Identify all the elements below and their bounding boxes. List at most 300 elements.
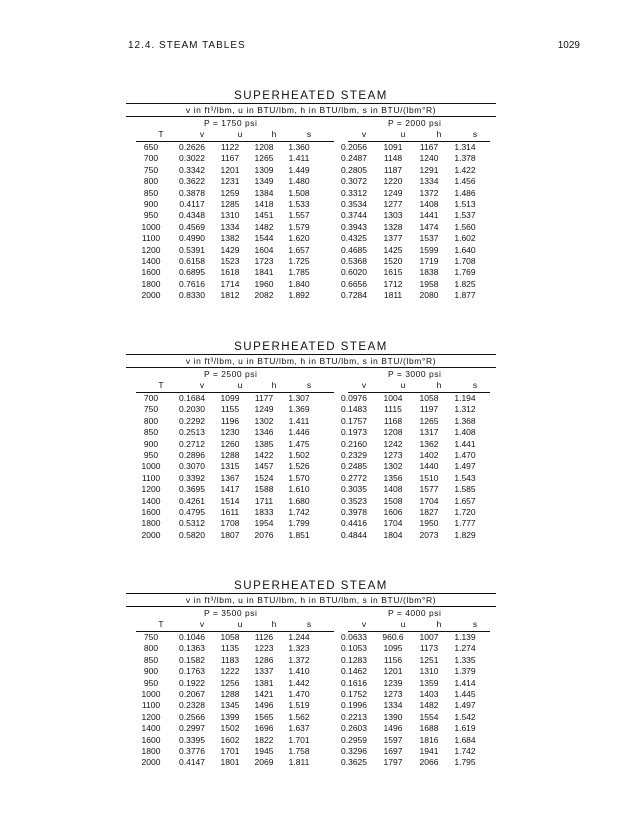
- column-header: v: [361, 129, 367, 139]
- table-cell: 1704: [419, 495, 439, 506]
- table-cell: 1425: [383, 244, 403, 255]
- table-cell: 950: [143, 210, 159, 221]
- table-cell: 900: [143, 666, 159, 677]
- table-units: v in ft³/lbm, u in BTU/lbm, h in BTU/lbm, s in BTU/(lbm°R): [126, 354, 496, 368]
- table-cell: 1440: [419, 461, 439, 472]
- table-cell: 1537: [419, 233, 439, 244]
- table-cell: 1954: [254, 518, 274, 529]
- table-cell: 1260: [220, 438, 240, 449]
- table-cell: 1408: [419, 198, 439, 209]
- table-cell: 1.829: [454, 529, 476, 540]
- table-cell: 1800: [141, 745, 161, 756]
- table-row: [126, 507, 496, 518]
- table-cell: 1812: [220, 290, 240, 301]
- table-row: [126, 723, 496, 734]
- table-row: [126, 188, 496, 199]
- table-cell: 1417: [220, 484, 240, 495]
- table-cell: 0.1752: [341, 688, 367, 699]
- table-cell: 1.335: [454, 654, 476, 665]
- pressure-left: P = 3500 psi: [204, 608, 258, 618]
- column-header: s: [306, 129, 312, 139]
- table-cell: 1474: [419, 221, 439, 232]
- table-body: [126, 393, 496, 541]
- table-cell: 1451: [254, 210, 274, 221]
- pressure-row: [126, 607, 496, 619]
- table-cell: 1.877: [454, 290, 476, 301]
- table-cell: 0.2292: [179, 415, 205, 426]
- table-row: [126, 176, 496, 187]
- table-cell: 1303: [383, 210, 403, 221]
- table-cell: 1833: [254, 506, 274, 517]
- table-cell: 1.811: [288, 757, 310, 768]
- table-cell: 1231: [220, 176, 240, 187]
- table-cell: 0.4261: [179, 495, 205, 506]
- table-cell: 0.5312: [179, 518, 205, 529]
- table-cell: 0.1996: [341, 700, 367, 711]
- table-cell: 0.2603: [341, 723, 367, 734]
- table-cell: 1346: [254, 427, 274, 438]
- table-cell: 1704: [383, 518, 403, 529]
- table-cell: 1302: [383, 461, 403, 472]
- table-cell: 950: [143, 449, 159, 460]
- table-cell: 1801: [220, 757, 240, 768]
- table-cell: 0.4685: [341, 244, 367, 255]
- table-cell: 1.446: [288, 427, 310, 438]
- table-cell: 0.1757: [341, 415, 367, 426]
- table-cell: 1604: [254, 244, 274, 255]
- table-cell: 0.2328: [179, 700, 205, 711]
- table-row: [126, 222, 496, 233]
- table-cell: 1240: [419, 153, 439, 164]
- table-cell: 0.3695: [179, 484, 205, 495]
- table-cell: 1.411: [288, 153, 310, 164]
- column-header: s: [472, 380, 478, 390]
- table-cell: 1359: [419, 677, 439, 688]
- table-cell: 1100: [141, 233, 161, 244]
- table-units: v in ft³/lbm, u in BTU/lbm, h in BTU/lbm, s in BTU/(lbm°R): [126, 103, 496, 117]
- table-row: [126, 416, 496, 427]
- table-cell: 1384: [254, 187, 274, 198]
- table-cell: 0.3392: [179, 472, 205, 483]
- table-cell: 1.579: [288, 221, 310, 232]
- table-cell: 1.502: [288, 449, 310, 460]
- table-cell: 1.526: [288, 461, 310, 472]
- table-title: SUPERHEATED STEAM: [234, 90, 388, 102]
- table-row: [126, 142, 496, 153]
- table-cell: 1249: [383, 187, 403, 198]
- table-cell: 1811: [383, 290, 403, 301]
- column-header: s: [472, 619, 478, 629]
- table-cell: 0.2487: [341, 153, 367, 164]
- table-cell: 1239: [383, 677, 403, 688]
- table-cell: 1.892: [288, 290, 310, 301]
- pressure-left: P = 2500 psi: [204, 369, 258, 379]
- table-cell: 1719: [419, 255, 439, 266]
- table-row: [126, 290, 496, 301]
- table-cell: 1196: [220, 415, 240, 426]
- column-header: h: [271, 380, 277, 390]
- table-cell: 1.410: [288, 666, 310, 677]
- table-cell: 1402: [419, 449, 439, 460]
- table-cell: 1.542: [454, 711, 476, 722]
- table-cell: 1.840: [288, 278, 310, 289]
- table-cell: 1328: [383, 221, 403, 232]
- table-cell: 1.557: [288, 210, 310, 221]
- table-cell: 0.4117: [179, 198, 205, 209]
- table-cell: 1.475: [288, 438, 310, 449]
- table-cell: 1.777: [454, 518, 476, 529]
- table-cell: 1000: [141, 461, 161, 472]
- table-cell: 0.3622: [179, 176, 205, 187]
- table-cell: 1.274: [454, 643, 476, 654]
- table-cell: 0.5391: [179, 244, 205, 255]
- table-cell: 1.851: [288, 529, 310, 540]
- table-cell: 0.6895: [179, 267, 205, 278]
- table-cell: 750: [143, 404, 159, 415]
- table-cell: 1200: [141, 244, 161, 255]
- table-cell: 0.2712: [179, 438, 205, 449]
- table-cell: 0.1053: [341, 643, 367, 654]
- table-cell: 1.470: [454, 449, 476, 460]
- table-cell: 1251: [419, 654, 439, 665]
- pressure-row: [126, 368, 496, 380]
- table-row: [126, 245, 496, 256]
- table-cell: 1.422: [454, 164, 476, 175]
- table-cell: 0.2997: [179, 723, 205, 734]
- table-row: [126, 256, 496, 267]
- table-row: [126, 210, 496, 221]
- table-cell: 2069: [254, 757, 274, 768]
- table-cell: 1.480: [288, 176, 310, 187]
- table-row: [126, 700, 496, 711]
- table-cell: 800: [143, 415, 159, 426]
- table-cell: 850: [143, 187, 159, 198]
- table-cell: 1.470: [288, 688, 310, 699]
- table-cell: 1457: [254, 461, 274, 472]
- table-cell: 750: [143, 632, 159, 642]
- table-cell: 1.486: [454, 187, 476, 198]
- table-cell: 1.379: [454, 666, 476, 677]
- table-cell: 2066: [419, 757, 439, 768]
- table-cell: 1565: [254, 711, 274, 722]
- table-cell: 0.2067: [179, 688, 205, 699]
- table-cell: 0.3035: [341, 484, 367, 495]
- table-cell: 0.1582: [179, 654, 205, 665]
- table-cell: 1400: [141, 495, 161, 506]
- table-cell: 1.378: [454, 153, 476, 164]
- table-cell: 1135: [220, 643, 240, 654]
- table-cell: 1230: [220, 427, 240, 438]
- table-row: [126, 484, 496, 495]
- table-cell: 1273: [383, 688, 403, 699]
- table-cell: 0.0633: [341, 632, 367, 642]
- table-cell: 1577: [419, 484, 439, 495]
- table-row: [126, 757, 496, 768]
- table-cell: 650: [143, 142, 159, 152]
- table-cell: 1945: [254, 745, 274, 756]
- column-header: T: [158, 380, 164, 390]
- table-cell: 0.3978: [341, 506, 367, 517]
- column-header: u: [400, 380, 406, 390]
- table-cell: 900: [143, 438, 159, 449]
- table-cell: 1.620: [288, 233, 310, 244]
- table-cell: 1588: [254, 484, 274, 495]
- table-cell: 1334: [419, 176, 439, 187]
- table-cell: 1.314: [454, 142, 476, 152]
- table-row: [126, 530, 496, 541]
- table-cell: 0.0976: [341, 393, 367, 403]
- column-header: v: [361, 619, 367, 629]
- table-cell: 1960: [254, 278, 274, 289]
- table-cell: 1807: [220, 529, 240, 540]
- table-cell: 1.637: [288, 723, 310, 734]
- table-cell: 0.3022: [179, 153, 205, 164]
- table-cell: 1.742: [288, 506, 310, 517]
- table-cell: 1208: [383, 427, 403, 438]
- table-cell: 0.3776: [179, 745, 205, 756]
- table-cell: 1.323: [288, 643, 310, 654]
- column-header-row: [136, 619, 490, 632]
- table-cell: 1418: [254, 198, 274, 209]
- table-body: [126, 142, 496, 301]
- table-row: [126, 199, 496, 210]
- table-cell: 0.3342: [179, 164, 205, 175]
- table-cell: 1.139: [454, 632, 476, 642]
- table-row: [126, 450, 496, 461]
- table-cell: 1496: [254, 700, 274, 711]
- table-cell: 1.307: [288, 393, 310, 403]
- table-cell: 1822: [254, 734, 274, 745]
- table-cell: 1288: [220, 688, 240, 699]
- table-cell: 0.3395: [179, 734, 205, 745]
- table-cell: 1309: [254, 164, 274, 175]
- table-title: SUPERHEATED STEAM: [234, 341, 388, 353]
- column-header: s: [306, 619, 312, 629]
- table-cell: 1058: [220, 632, 240, 642]
- header-rule-gap: [334, 129, 348, 142]
- table-cell: 1285: [220, 198, 240, 209]
- table-cell: 0.2160: [341, 438, 367, 449]
- table-cell: 1615: [383, 267, 403, 278]
- table-cell: 1390: [383, 711, 403, 722]
- table-cell: 0.3312: [341, 187, 367, 198]
- column-header-row: [136, 129, 490, 142]
- table-cell: 1.701: [288, 734, 310, 745]
- table-cell: 1168: [383, 415, 403, 426]
- table-cell: 0.4325: [341, 233, 367, 244]
- table-cell: 0.2959: [341, 734, 367, 745]
- steam-table-1: [126, 89, 496, 301]
- table-cell: 0.7616: [179, 278, 205, 289]
- table-cell: 1400: [141, 723, 161, 734]
- table-cell: 1.560: [454, 221, 476, 232]
- pressure-right: P = 3000 psi: [388, 369, 442, 379]
- table-cell: 1711: [254, 495, 274, 506]
- table-cell: 0.3625: [341, 757, 367, 768]
- table-row: [126, 643, 496, 654]
- table-cell: 1277: [383, 198, 403, 209]
- table-cell: 1.449: [288, 164, 310, 175]
- column-header-row: [136, 380, 490, 393]
- table-cell: 1.602: [454, 233, 476, 244]
- table-cell: 1510: [419, 472, 439, 483]
- table-cell: 1058: [419, 393, 439, 403]
- table-cell: 1286: [254, 654, 274, 665]
- table-cell: 1.414: [454, 677, 476, 688]
- table-cell: 0.3878: [179, 187, 205, 198]
- table-cell: 0.7284: [341, 290, 367, 301]
- table-row: [126, 518, 496, 529]
- column-header: v: [361, 380, 367, 390]
- table-cell: 1422: [254, 449, 274, 460]
- table-cell: 0.4147: [179, 757, 205, 768]
- table-cell: 1242: [383, 438, 403, 449]
- table-cell: 1265: [419, 415, 439, 426]
- table-cell: 0.3744: [341, 210, 367, 221]
- table-cell: 750: [143, 164, 159, 175]
- table-cell: 0.3534: [341, 198, 367, 209]
- table-cell: 1523: [220, 255, 240, 266]
- table-cell: 1201: [383, 666, 403, 677]
- table-cell: 1.640: [454, 244, 476, 255]
- table-cell: 1600: [141, 734, 161, 745]
- table-title: SUPERHEATED STEAM: [234, 580, 388, 592]
- table-cell: 1554: [419, 711, 439, 722]
- table-cell: 1315: [220, 461, 240, 472]
- column-header: u: [237, 380, 243, 390]
- table-cell: 2076: [254, 529, 274, 540]
- table-cell: 1007: [419, 632, 439, 642]
- table-cell: 0.2213: [341, 711, 367, 722]
- table-cell: 1502: [220, 723, 240, 734]
- table-cell: 1000: [141, 221, 161, 232]
- table-cell: 0.6158: [179, 255, 205, 266]
- column-header: u: [237, 129, 243, 139]
- column-header: h: [436, 129, 442, 139]
- table-cell: 850: [143, 427, 159, 438]
- table-cell: 800: [143, 176, 159, 187]
- header-rule-gap: [334, 619, 348, 632]
- table-cell: 1714: [220, 278, 240, 289]
- table-cell: 1.769: [454, 267, 476, 278]
- table-row: [126, 632, 496, 643]
- table-cell: 1.513: [454, 198, 476, 209]
- table-cell: 1.585: [454, 484, 476, 495]
- table-cell: 1400: [141, 255, 161, 266]
- table-row: [126, 393, 496, 404]
- column-header: T: [158, 619, 164, 629]
- table-cell: 1800: [141, 278, 161, 289]
- table-cell: 1.570: [288, 472, 310, 483]
- table-cell: 1.684: [454, 734, 476, 745]
- table-cell: 1187: [383, 164, 403, 175]
- table-cell: 1421: [254, 688, 274, 699]
- table-cell: 1310: [419, 666, 439, 677]
- table-cell: 1156: [383, 654, 403, 665]
- table-cell: 1816: [419, 734, 439, 745]
- table-cell: 1310: [220, 210, 240, 221]
- table-cell: 2080: [419, 290, 439, 301]
- table-cell: 1.543: [454, 472, 476, 483]
- table-cell: 1200: [141, 711, 161, 722]
- table-cell: 1.497: [454, 700, 476, 711]
- table-cell: 1599: [419, 244, 439, 255]
- table-cell: 900: [143, 198, 159, 209]
- table-cell: 1514: [220, 495, 240, 506]
- table-cell: 1.680: [288, 495, 310, 506]
- section-title: 12.4. STEAM TABLES: [128, 40, 246, 51]
- table-cell: 1800: [141, 518, 161, 529]
- column-header: s: [472, 129, 478, 139]
- table-cell: 1222: [220, 666, 240, 677]
- steam-table-2: [126, 340, 496, 541]
- column-header: h: [271, 619, 277, 629]
- table-cell: 0.2566: [179, 711, 205, 722]
- column-header: u: [400, 129, 406, 139]
- table-cell: 1597: [383, 734, 403, 745]
- table-cell: 1.408: [454, 427, 476, 438]
- table-cell: 700: [143, 393, 159, 403]
- table-cell: 1126: [254, 632, 274, 642]
- table-cell: 1482: [419, 700, 439, 711]
- table-cell: 1.441: [454, 438, 476, 449]
- table-cell: 1334: [220, 221, 240, 232]
- table-cell: 1173: [419, 643, 439, 654]
- table-cell: 0.1363: [179, 643, 205, 654]
- table-row: [126, 689, 496, 700]
- table-cell: 1.497: [454, 461, 476, 472]
- table-cell: 1804: [383, 529, 403, 540]
- table-cell: 1.610: [288, 484, 310, 495]
- table-cell: 1.720: [454, 506, 476, 517]
- column-header: u: [237, 619, 243, 629]
- table-cell: 1701: [220, 745, 240, 756]
- table-cell: 1000: [141, 688, 161, 699]
- table-cell: 1.360: [288, 142, 310, 152]
- table-cell: 2000: [141, 529, 161, 540]
- header-rule-gap: [334, 380, 348, 393]
- table-row: [126, 279, 496, 290]
- table-cell: 1482: [254, 221, 274, 232]
- table-cell: 0.4990: [179, 233, 205, 244]
- table-cell: 1.562: [288, 711, 310, 722]
- table-cell: 1.312: [454, 404, 476, 415]
- table-cell: 1841: [254, 267, 274, 278]
- table-cell: 0.1462: [341, 666, 367, 677]
- table-cell: 0.2626: [179, 142, 205, 152]
- table-cell: 1408: [383, 484, 403, 495]
- table-row: [126, 267, 496, 278]
- table-cell: 0.1763: [179, 666, 205, 677]
- table-cell: 1.411: [288, 415, 310, 426]
- table-cell: 1.508: [288, 187, 310, 198]
- column-header: T: [158, 129, 164, 139]
- table-cell: 1302: [254, 415, 274, 426]
- table-cell: 1115: [384, 404, 402, 415]
- table-cell: 1167: [220, 153, 240, 164]
- table-cell: 0.4795: [179, 506, 205, 517]
- pressure-right: P = 2000 psi: [388, 118, 442, 128]
- table-cell: 1183: [220, 654, 240, 665]
- page-number: 1029: [557, 40, 580, 51]
- table-cell: 1.657: [288, 244, 310, 255]
- table-cell: 1399: [220, 711, 240, 722]
- table-row: [126, 678, 496, 689]
- table-cell: 1.519: [288, 700, 310, 711]
- table-cell: 0.5368: [341, 255, 367, 266]
- table-cell: 0.3943: [341, 221, 367, 232]
- table-cell: 1317: [419, 427, 439, 438]
